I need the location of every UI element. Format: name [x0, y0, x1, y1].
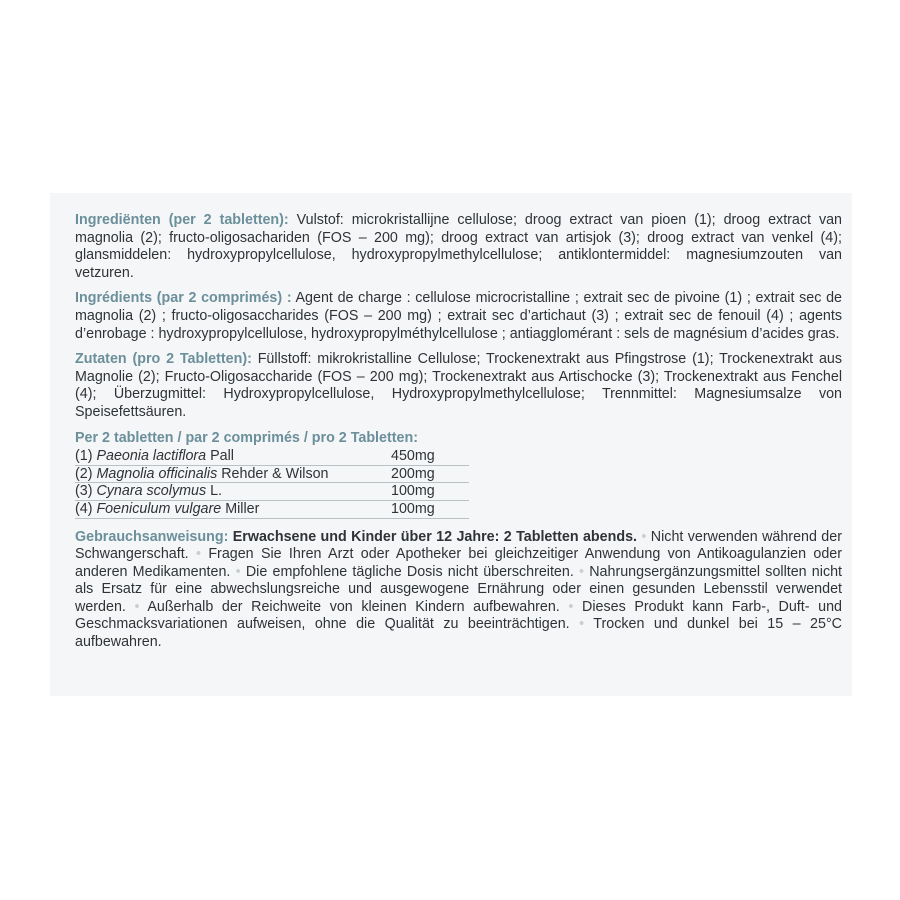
plant-name: (2) Magnolia officinalis Rehder & Wilson	[75, 465, 391, 483]
usage-warning: Fragen Sie Ihren Arzt oder Apotheker bei gleichzeitiger Anwendung von Antikoagulanzien oder anderen Medikamenten.	[75, 546, 842, 580]
label-text	[75, 212, 842, 660]
usage-dose: Erwachsene und Kinder über 12 Jahre: 2 Tabletten abends.	[228, 528, 637, 545]
usage-warning: Dieses Produkt kann Farb-, Duft- und Geschmacksvariationen aufweisen, ohne die Qualität zu beeinträchtigen.	[75, 598, 842, 633]
usage-warning: Die empfohlene tägliche Dosis nicht überschreiten.	[245, 563, 574, 580]
plant-name: (4) Foeniculum vulgare Miller	[75, 500, 391, 518]
ingredients-de-body: Füllstoff: mikrokristalline Cellulose; Trockenextrakt aus Pfingstrose (1); Trockenextrakt aus Magnolie (2); Fructo-Oligosaccharide (FOS – 200 mg); Trockenextrakt aus Artischocke (3); Trockenextrakt aus Fenchel (4); Überzugmittel: Hydroxypropylcellulose, Hydroxypropylmethylcellulose; Trennmittel: Magnesiumsalze von Speisefettsäuren.	[75, 351, 843, 420]
table-row	[75, 465, 469, 483]
plant-amount: 100mg	[391, 483, 469, 501]
usage-warning: Nahrungsergänzungsmittel sollten nicht als Ersatz für eine abwechslungsreiche und ausgewogene Ernährung oder einen gesunden Lebensstil verwendet werden.	[75, 563, 843, 615]
plant-amount: 100mg	[391, 500, 469, 518]
ingredients-nl	[75, 212, 842, 282]
usage-warning: Trocken und dunkel bei 15 – 25°C aufbewahren.	[75, 616, 842, 651]
dosage-table	[75, 448, 469, 518]
ingredients-fr-body: Agent de charge : cellulose microcristalline ; extrait sec de pivoine (1) ; extrait sec de magnolia (2) ; fructo-oligosaccharides (FOS – 200 mg) ; extrait sec d’artichaut (3) ; extrait sec de fenouil (4) ; agents d’enrobage : hydroxypropylcellulose, hydroxypropylméthylcellulose ; antiagglomérant : sels de magnésium d’acides gras.	[75, 290, 842, 342]
ingredients-fr-heading: Ingrédients (par 2 comprimés) :	[75, 290, 292, 307]
plant-name: (3) Cynara scolymus L.	[75, 483, 391, 501]
ingredients-nl-heading: Ingrediënten (per 2 tabletten):	[75, 212, 289, 228]
ingredients-fr	[75, 290, 842, 343]
table-row	[75, 500, 469, 518]
ingredients-de	[75, 351, 842, 421]
ingredients-de-heading: Zutaten (pro 2 Tabletten):	[75, 351, 252, 368]
usage-heading: Gebrauchsanweisung:	[75, 528, 229, 545]
ingredients-nl-body: Vulstof: microkristallijne cellulose; droog extract van pioen (1); droog extract van magnolia (2); fructo-oligosachariden (FOS – 200 mg); droog extract van artisjok (3); droog extract van venkel (4); glansmiddelen: hydroxypropylcellulose, hydroxypropylmethylcellulose; antiklontermiddel: magnesiumzouten van vetzuren.	[75, 212, 842, 281]
table-row	[75, 448, 469, 465]
usage-warning: Außerhalb der Reichweite von kleinen Kindern aufbewahren.	[147, 598, 560, 615]
table-row	[75, 483, 469, 501]
usage-warning: Nicht verwenden während der Schwangerschaft.	[75, 528, 842, 563]
plant-amount: 200mg	[391, 465, 469, 483]
dosage-table-title: Per 2 tabletten / par 2 comprimés / pro 2 Tabletten:	[75, 429, 418, 446]
usage-instructions: Gebrauchsanweisung: Erwachsene und Kinder über 12 Jahre: 2 Tabletten abends. • Nicht verwenden während der Schwangerschaft. • Fragen Sie Ihren Arzt oder Apotheker bei gleichzeitiger Anwendung von Antikoagulanzien oder anderen Medikamenten. • Die empfohlene tägliche Dosis nicht überschreiten. • Nahrungsergänzungsmittel sollten nicht als Ersatz für eine abwechslungsreiche und ausgewogene Ernährung oder einen gesunden Lebensstil verwendet werden. • Außerhalb der Reichweite von kleinen Kindern aufbewahren. • Dieses Produkt kann Farb-, Duft- und Geschmacksvariationen aufweisen, ohne die Qualität zu beeinträchtigen. • Trocken und dunkel bei 15 – 25°C aufbewahren.	[75, 528, 843, 651]
plant-name: (1) Paeonia lactiflora Pall	[75, 448, 391, 465]
plant-amount: 450mg	[391, 448, 469, 465]
